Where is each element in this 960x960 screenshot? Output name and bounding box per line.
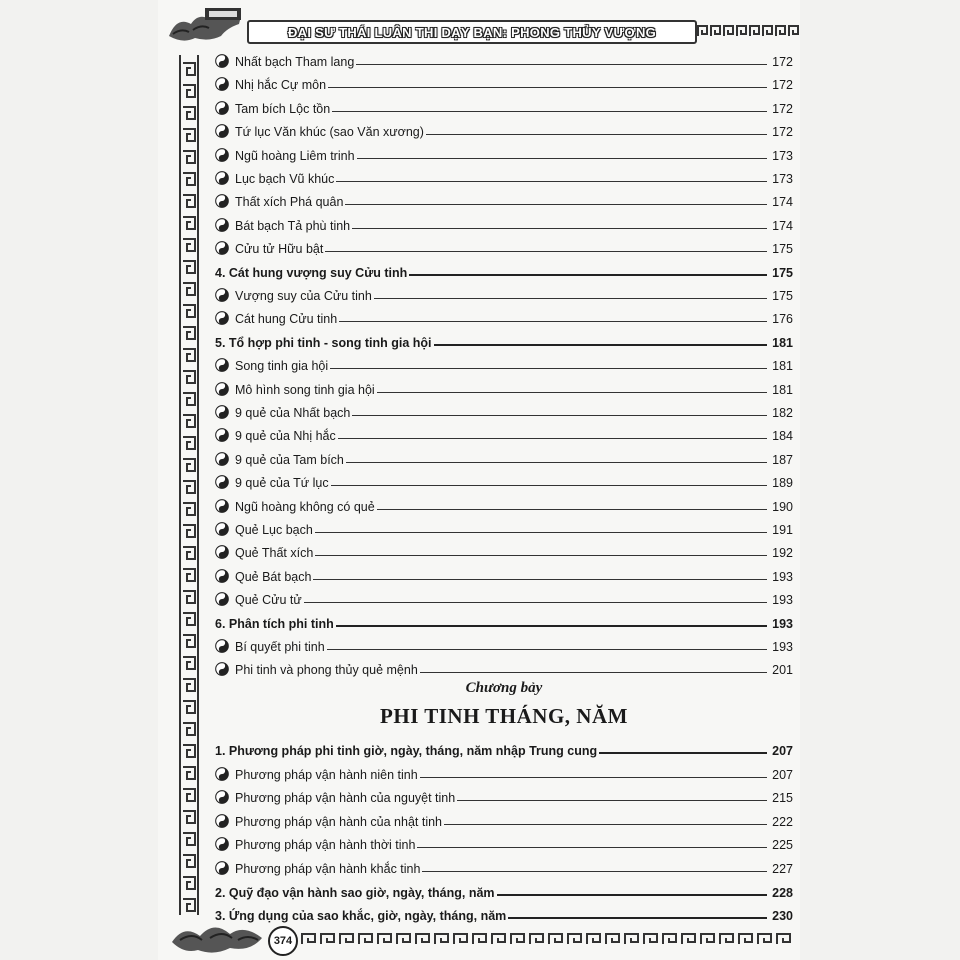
leader-line	[332, 110, 767, 112]
toc-entry-label: Phương pháp vận hành niên tinh	[235, 767, 418, 782]
toc-entry	[215, 656, 793, 678]
toc-entry-page: 181	[772, 382, 793, 397]
toc-entry-page: 174	[772, 218, 793, 233]
yin-yang-icon	[215, 382, 229, 396]
chapter-label: Chương bảy	[465, 680, 543, 696]
leader-line	[315, 554, 767, 556]
toc-entry-label: Ngũ hoàng Liêm trinh	[235, 148, 355, 163]
toc-entry-page: 228	[772, 885, 793, 900]
toc-entry	[215, 539, 793, 561]
leader-line	[336, 624, 767, 627]
leader-line	[331, 484, 767, 486]
toc-entry-page: 215	[772, 791, 793, 806]
toc-entry-label: 3. Ứng dụng của sao khắc, giờ, ngày, tháng, năm	[215, 909, 507, 924]
toc-entry-page: 172	[772, 55, 793, 69]
toc-entry	[215, 305, 793, 327]
yin-yang-icon	[215, 148, 229, 162]
background-right	[800, 0, 960, 960]
yin-yang-icon	[215, 218, 229, 232]
yin-yang-icon	[215, 288, 229, 302]
toc-entry	[215, 399, 793, 421]
yin-yang-icon	[215, 54, 229, 68]
toc-entry-page: 176	[772, 312, 793, 327]
toc-entry	[215, 212, 793, 234]
toc-entry-page: 184	[772, 429, 793, 444]
leader-line	[356, 63, 767, 65]
toc-entry-page: 191	[772, 523, 793, 537]
yin-yang-icon	[215, 569, 229, 583]
toc-entry-page: 189	[772, 476, 793, 491]
toc-entry-page: 174	[772, 195, 793, 210]
toc-entry	[215, 282, 793, 304]
leader-line	[304, 601, 767, 603]
toc-entry-label: Thất xích Phá quân	[235, 195, 344, 210]
leader-line	[346, 461, 767, 463]
leader-line	[422, 870, 767, 872]
yin-yang-icon	[215, 837, 229, 851]
leader-line	[420, 671, 767, 673]
toc-entry-page: 190	[772, 499, 793, 514]
toc-entry-label: Phi tinh và phong thủy quẻ mệnh	[235, 663, 418, 678]
toc-entry-page: 173	[772, 148, 793, 163]
yin-yang-icon	[215, 171, 229, 185]
toc-entry	[215, 352, 793, 374]
leader-line	[325, 250, 767, 252]
toc-entry-label: 6. Phân tích phi tinh	[215, 616, 334, 631]
toc-entry	[215, 855, 793, 877]
toc-entry-page: 173	[772, 172, 793, 186]
yin-yang-icon	[215, 662, 229, 676]
toc-entry-page: 172	[772, 125, 793, 140]
toc-entry-page: 193	[772, 640, 793, 654]
toc-entry-label: Ngũ hoàng không có quẻ	[235, 499, 375, 514]
toc-entry-label: Nhị hắc Cự môn	[235, 78, 327, 93]
toc-entry-label: 5. Tổ hợp phi tinh - song tinh gia hội	[215, 335, 432, 350]
leader-line	[357, 157, 767, 159]
toc-section-entry	[215, 737, 793, 759]
toc-entry-page: 227	[772, 862, 793, 876]
toc-entry	[215, 563, 793, 585]
toc-entry-label: 4. Cát hung vượng suy Cửu tinh	[215, 265, 408, 280]
toc-entry-label: Phương pháp vận hành khắc tinh	[235, 862, 421, 876]
yin-yang-icon	[215, 101, 229, 115]
yin-yang-icon	[215, 790, 229, 804]
leader-line	[338, 437, 767, 439]
leader-line	[330, 367, 767, 369]
toc-entry-page: 182	[772, 406, 793, 420]
background-left	[0, 0, 158, 960]
toc-entry	[215, 784, 793, 806]
leader-line	[420, 776, 767, 778]
toc-entry-label: Cửu tử Hữu bật	[235, 242, 324, 257]
toc-entry-label: 9 quẻ của Tam bích	[235, 452, 344, 467]
toc-entry-label: 9 quẻ của Nhị hắc	[235, 429, 336, 444]
toc-entry-label: 2. Quỹ đạo vận hành sao giờ, ngày, tháng, năm	[215, 885, 495, 900]
chapter-title: PHI TINH THÁNG, NĂM	[380, 704, 628, 728]
toc-entry	[215, 446, 793, 468]
toc-entry-label: Nhất bạch Tham lang	[235, 55, 355, 69]
toc-entry-label: 1. Phương pháp phi tinh giờ, ngày, tháng, năm nhập Trung cung	[215, 744, 598, 758]
toc-entry	[215, 586, 793, 608]
toc-entry-page: 193	[772, 569, 793, 584]
greek-key-pattern	[697, 24, 800, 38]
leader-line	[327, 648, 767, 650]
toc-entry-label: 9 quẻ của Nhất bạch	[235, 406, 351, 420]
toc-entry-page: 192	[772, 546, 793, 561]
yin-yang-icon	[215, 358, 229, 372]
toc-entry-label: Tam bích Lộc tồn	[235, 101, 331, 116]
toc-entry	[215, 831, 793, 853]
yin-yang-icon	[215, 475, 229, 489]
toc-entry-label: Quẻ Thất xích	[235, 546, 314, 561]
yin-yang-icon	[215, 522, 229, 536]
toc-entry-page: 172	[772, 101, 793, 116]
toc-entry-page: 181	[772, 359, 793, 374]
leader-line	[409, 273, 767, 276]
leader-line	[497, 893, 767, 896]
toc-entry-label: Mô hình song tinh gia hội	[235, 382, 375, 397]
toc-entry-page: 207	[772, 744, 793, 758]
leader-line	[328, 86, 767, 88]
toc-entry-label: Lục bạch Vũ khúc	[235, 172, 335, 186]
leader-line	[377, 508, 767, 510]
leader-line	[434, 343, 768, 346]
yin-yang-icon	[215, 814, 229, 828]
leader-line	[417, 846, 767, 848]
yin-yang-icon	[215, 767, 229, 781]
toc-entry-page: 193	[772, 593, 793, 608]
toc-entry	[215, 235, 793, 257]
yin-yang-icon	[215, 861, 229, 875]
toc-section-entry	[215, 259, 793, 281]
toc-entry	[215, 71, 793, 93]
toc-entry-page: 207	[772, 767, 793, 782]
book-title: ĐẠI SƯ THÁI LUÂN THI DẠY BẠN: PHONG THỦY VƯỢNG	[287, 24, 657, 40]
toc-entry-page: 201	[772, 663, 793, 678]
header-banner	[247, 20, 697, 44]
yin-yang-icon	[215, 545, 229, 559]
yin-yang-icon	[215, 77, 229, 91]
toc-section-entry	[215, 329, 793, 351]
leader-line	[599, 751, 767, 754]
page-number: 374	[268, 926, 298, 956]
toc-entry-page: 222	[772, 814, 793, 829]
toc-entry	[215, 633, 793, 655]
toc-entry	[215, 761, 793, 783]
greek-key-pattern	[300, 932, 800, 946]
toc-entry-label: Bí quyết phi tinh	[235, 640, 325, 654]
toc-entry	[215, 95, 793, 117]
yin-yang-icon	[215, 194, 229, 208]
dragon-ornament-icon	[165, 6, 245, 46]
toc-entry-page: 172	[772, 78, 793, 93]
toc-entry	[215, 118, 793, 140]
leader-line	[352, 227, 767, 229]
toc-entry-label: Cát hung Cửu tinh	[235, 312, 338, 327]
leader-line	[315, 531, 767, 533]
page-footer	[170, 912, 800, 958]
leader-line	[444, 823, 767, 825]
toc-entry-page: 225	[772, 838, 793, 853]
toc-entry	[215, 808, 793, 830]
toc-section-entry	[215, 610, 793, 632]
leader-line	[374, 297, 767, 299]
toc-section-entry	[215, 879, 793, 901]
yin-yang-icon	[215, 639, 229, 653]
toc-entry-page: 175	[772, 265, 793, 280]
yin-yang-icon	[215, 428, 229, 442]
toc-entry-label: 9 quẻ của Tứ lục	[235, 476, 329, 491]
page-header	[165, 6, 800, 46]
toc-entry-label: Bát bạch Tả phù tinh	[235, 218, 351, 233]
toc-entry-label: Phương pháp vận hành thời tinh	[235, 838, 416, 853]
toc-entry-label: Phương pháp vận hành của nguyệt tinh	[235, 791, 456, 806]
toc-entry	[215, 142, 793, 164]
toc-entry-label: Vượng suy của Cửu tinh	[235, 289, 372, 303]
yin-yang-icon	[215, 241, 229, 255]
toc-entry	[215, 48, 793, 70]
leader-line	[457, 799, 767, 801]
toc-entry-label: Quẻ Bát bạch	[235, 569, 312, 584]
toc-entry-page: 175	[772, 242, 793, 257]
leader-line	[426, 133, 767, 135]
toc-entry-label: Quẻ Cửu tử	[235, 593, 302, 608]
yin-yang-icon	[215, 124, 229, 138]
toc-entry	[215, 469, 793, 491]
toc-entry-label: Phương pháp vận hành của nhật tinh	[235, 814, 443, 829]
toc-entry	[215, 422, 793, 444]
yin-yang-icon	[215, 452, 229, 466]
leader-line	[352, 414, 767, 416]
toc-entry	[215, 493, 793, 515]
greek-key-border	[178, 55, 200, 915]
leader-line	[377, 391, 767, 393]
toc-entry-page: 193	[772, 616, 793, 631]
toc-entry	[215, 516, 793, 538]
toc-entry-label: Song tinh gia hội	[235, 359, 329, 374]
yin-yang-icon	[215, 592, 229, 606]
yin-yang-icon	[215, 405, 229, 419]
toc-entry-page: 181	[772, 335, 793, 350]
toc-entry-label: Quẻ Lục bạch	[235, 523, 313, 537]
yin-yang-icon	[215, 499, 229, 513]
leader-line	[313, 578, 767, 580]
toc-entry	[215, 376, 793, 398]
leader-line	[339, 320, 767, 322]
dragon-ornament-icon	[170, 912, 266, 958]
toc-entry-page: 175	[772, 289, 793, 303]
leader-line	[345, 203, 767, 205]
toc-entry-page: 187	[772, 452, 793, 467]
toc-entry-page: 230	[772, 909, 793, 924]
toc-entry	[215, 165, 793, 187]
yin-yang-icon	[215, 311, 229, 325]
toc-entry-label: Tứ lục Văn khúc (sao Văn xương)	[235, 125, 424, 140]
leader-line	[336, 180, 767, 182]
toc-entry	[215, 188, 793, 210]
